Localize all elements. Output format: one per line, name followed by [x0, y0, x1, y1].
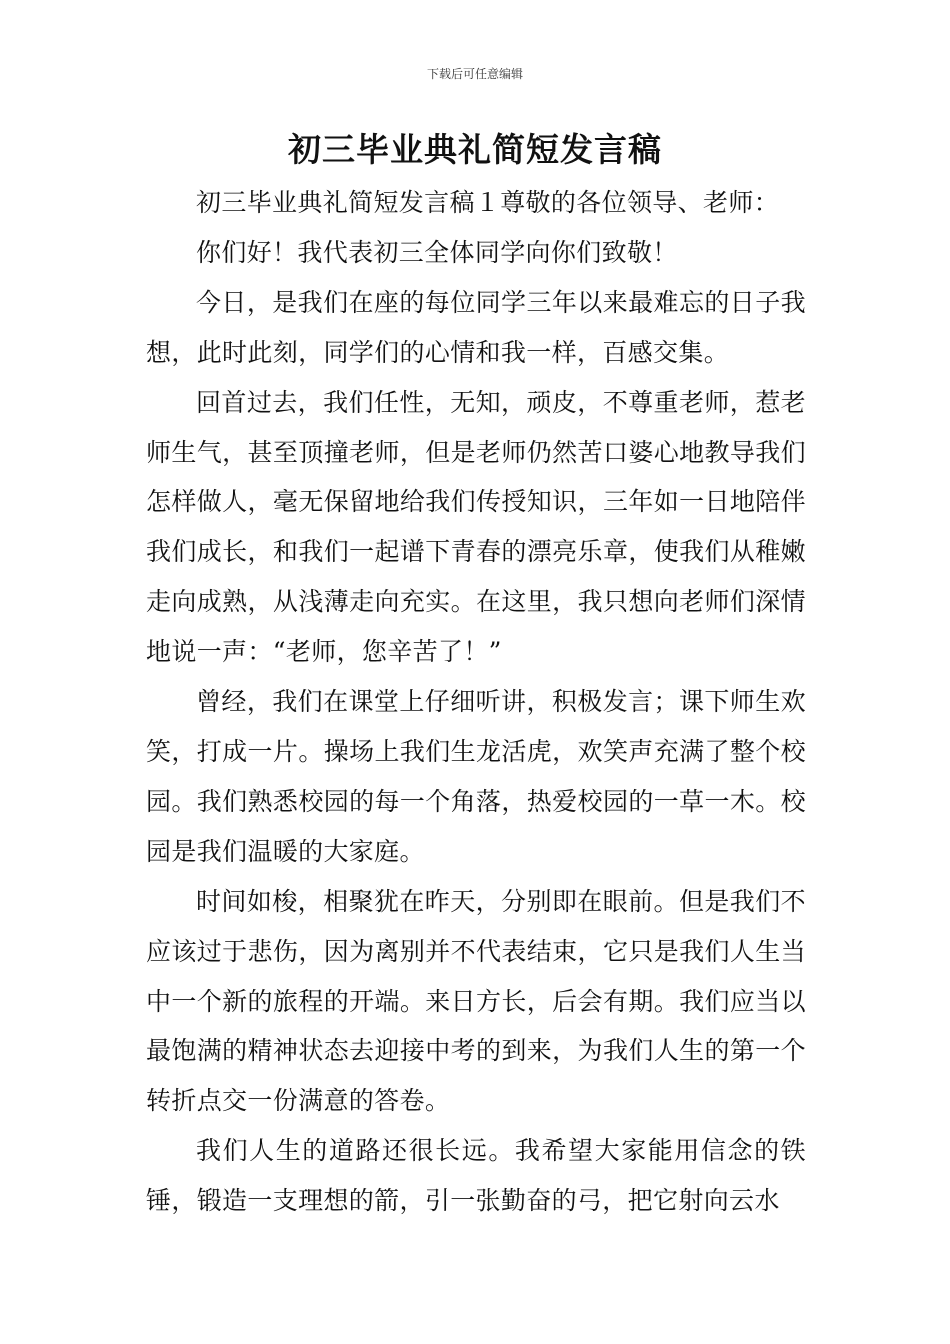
paragraph-farewell: 时间如梭，相聚犹在昨天，分别即在眼前。但是我们不应该过于悲伤，因为离别并不代表结束，它只是我们人生当中一个新的旅程的开端。来日方长，后会有期。我们应当以最饱满的精神状态去迎接中考的到来，为我们人生的第一个转折点交一份满意的答卷。 — [146, 886, 806, 1116]
paragraph-greeting: 初三毕业典礼简短发言稿１尊敬的各位领导、老师： — [196, 188, 780, 217]
paragraph-today: 今日，是我们在座的每位同学三年以来最难忘的日子我想，此时此刻，同学们的心情和我一样，百感交集。 — [146, 287, 806, 367]
paragraph-salute: 你们好！我代表初三全体同学向你们致敬！ — [196, 237, 678, 267]
paragraph-looking-back: 回首过去，我们任性，无知，顽皮，不尊重老师，惹老师生气，甚至顶撞老师，但是老师仍然苦口婆心地教导我们怎样做人，毫无保留地给我们传授知识，三年如一日地陪伴我们成长，和我们一起谱下青春的漂亮乐章，使我们从稚嫩走向成熟，从浅薄走向充实。在这里，我只想向老师们深情地说一声：“老师，您辛苦了！” — [146, 387, 806, 667]
paragraph-future: 我们人生的道路还很长远。我希望大家能用信念的铁锤，锻造一支理想的箭，引一张勤奋的弓，把它射向云水 — [146, 1136, 806, 1216]
page-header-note: 下载后可任意编辑 — [426, 67, 523, 81]
document-body — [146, 178, 806, 1226]
paragraph-memories: 曾经，我们在课堂上仔细听讲，积极发言；课下师生欢笑，打成一片。操场上我们生龙活虎，欢笑声充满了整个校园。我们熟悉校园的每一个角落，热爱校园的一草一木。校园是我们温暖的大家庭。 — [146, 687, 806, 866]
document-title: 初三毕业典礼简短发言稿 — [288, 130, 662, 169]
